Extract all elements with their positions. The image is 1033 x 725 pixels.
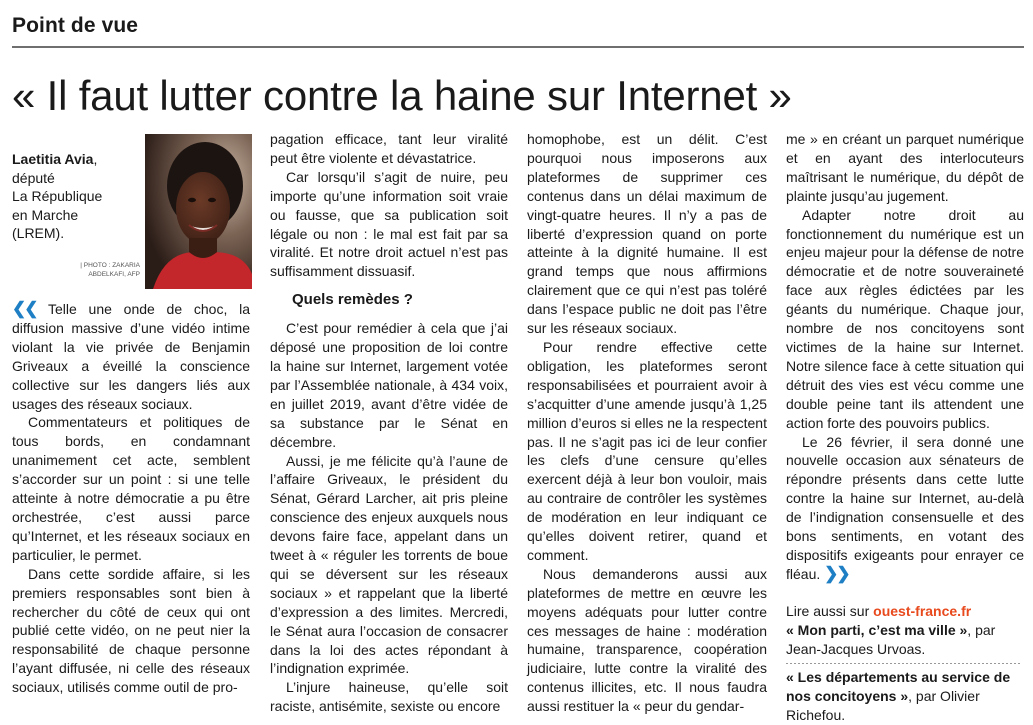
col2-p1: pagation efficace, tant leur viralité peut être violente et dévastatrice.	[270, 131, 508, 166]
related-link-1-author: , par Jean-Jacques Urvoas.	[786, 621, 996, 657]
col3-p3: Nous demanderons aussi aux plateformes de mettre en œuvre les moyens adéquats pour lutter contre ces messages de haine : modération humaine, transparence, coopération judiciaire, lutte contre la viralité des contenus illicites, etc. Il nous faudra aussi restituer la « peur du gendar-	[527, 565, 767, 715]
col3-p1: homophobe, est un délit. C’est pourquoi nous imposerons aux plateformes de supprimer ces contenus dans un délai maximum de vingt-quatre heures. Il n’y a pas de liberté d’expression quand on porte atteinte à la dignité humaine. Il est grand temps que nous affirmions clairement que ce qui n’est pas toléré dans l’espace public ne doit pas l’être sur les réseaux sociaux.	[527, 131, 767, 337]
double-chevron-left-icon: ❮❮	[12, 299, 37, 318]
headline: « Il faut lutter contre la haine sur Internet »	[12, 72, 792, 119]
portrait-illustration	[145, 134, 252, 289]
subheading: Quels remèdes ?	[292, 291, 413, 309]
col1-p3: Dans cette sordide affaire, si les premiers responsables sont bien à rechercher du côté de ceux qui ont publié cette vidéo, on ne peut nier la responsabilité de chaque personne l’ayant diffusée, ni celle des réseaux sociaux, utilisés comme outil de pro-	[12, 565, 250, 696]
col1-p1-text: Telle une onde de choc, la diffusion massive d’une vidéo intime violant la vie privée de Benjamin Griveaux a éveillé la conscience collective sur les dangers liés aux usages des réseaux sociaux.	[12, 301, 250, 412]
col1-p2: Commentateurs et politiques de tous bords, en condamnant unanimement cet acte, semblent s’accorder sur un point : si une telle atteinte à notre démocratie a pu être orchestrée, c’est aussi parce qu’Internet, et les réseaux sociaux en particulier, le permet.	[12, 414, 250, 563]
dotted-separator	[786, 663, 1022, 664]
col4-p1: me » en créant un parquet numérique et en ayant des interlocuteurs maîtrisant le numérique, du dépôt de plainte jusqu’au jugement.	[786, 131, 1024, 204]
lead-paragraph	[12, 300, 250, 413]
column-4	[786, 130, 1024, 725]
column-1	[12, 130, 250, 697]
related-link-1[interactable]	[786, 621, 1024, 659]
read-more-prefix: Lire aussi sur	[786, 602, 874, 619]
read-more-box	[786, 602, 1024, 725]
section-rule	[12, 46, 1024, 48]
col4-p2: Adapter notre droit au fonctionnement du numérique est un enjeu majeur pour la défense de notre démocratie et de notre souveraineté face aux règles édictées par les géants du numérique. Chaque jour, nombre de nos concitoyens sont victimes de la haine sur Internet. Notre silence face à cette situation qui détruit des vies est vécu comme une double peine tant ils attendent une action forte des pouvoirs publics.	[786, 206, 1024, 431]
col2-p5: L’injure haineuse, qu’elle soit raciste, antisémite, sexiste ou encore	[270, 679, 508, 715]
read-more-line	[786, 602, 1024, 621]
double-chevron-right-icon: ❯❯	[824, 563, 849, 583]
section-kicker: Point de vue	[12, 14, 139, 37]
author-party-line1: La République	[12, 188, 103, 205]
author-party-abbr: (LREM).	[12, 225, 65, 242]
col2-p2: Car lorsqu’il s’agit de nuire, peu importe qu’une information soit vraie ou fausse, que sa publication soit légale ou non : le mal est fait par sa viralité. Et notre droit actuel n’est pas suffisamment dissuasif.	[270, 168, 508, 280]
author-role: député	[12, 169, 55, 186]
related-link-2[interactable]	[786, 668, 1024, 725]
author-box	[12, 130, 250, 300]
author-info	[12, 150, 127, 243]
related-link-1-title[interactable]: « Mon parti, c’est ma ville »	[786, 621, 968, 638]
col4-p3	[786, 433, 1024, 584]
site-link[interactable]: ouest-france.fr	[873, 602, 972, 619]
author-comma: ,	[93, 151, 98, 167]
column-3	[527, 130, 767, 716]
photo-credit: | PHOTO : ZAKARIA ABDELKAFI, AFP	[80, 262, 140, 278]
column-2	[270, 130, 508, 716]
author-party-line2: en Marche	[12, 206, 79, 223]
col2-p4: Aussi, je me félicite qu’à l’aune de l’affaire Griveaux, le président du Sénat, Gérard Larcher, ait pris pleine conscience des enjeux auxquels nous devons faire face, appelant dans un tweet à « réguler les torrents de boue qui se déversent sur les réseaux sociaux » et rappelant que la liberté d’expression a des limites. Mercredi, le Sénat aura l’occasion de consacrer dans la loi des actes répondant à l’indignation exprimée.	[270, 452, 508, 677]
col2-p3: C’est pour remédier à cela que j’ai déposé une proposition de loi contre la haine sur Internet, largement votée par l’Assemblée nationale, à 434 voix, en juillet 2019, avant d’être vidée de sa substance par le Sénat en décembre.	[270, 320, 508, 450]
related-link-2-title[interactable]: « Les départements au service de nos concitoyens »	[786, 669, 1011, 705]
author-name: Laetitia Avia	[12, 151, 94, 167]
col4-p3-text: Le 26 février, il sera donné une nouvelle occasion aux sénateurs de répondre présents dans cette lutte contre la haine sur Internet, au-delà de l’indignation consensuelle et des bons sentiments, en votant des dispositifs exigeants pour enrayer ce fléau.	[786, 433, 1024, 582]
col3-p2: Pour rendre effective cette obligation, les plateformes seront responsabilisées et pourraient avoir à s’acquitter d’une amende jusqu’à 1,25 million d’euros si elles ne la respectent pas. Il ne s’agit pas ici de leur confier les clefs d’une censure qu’elles exercent déjà à leur bon vouloir, mais au contraire de contrôler les systèmes de modération en leur indiquant ce qu’elles doivent retirer, quand et comment.	[527, 338, 767, 563]
author-photo	[145, 134, 252, 289]
related-link-2-author: , par Olivier Richefou.	[786, 688, 980, 724]
